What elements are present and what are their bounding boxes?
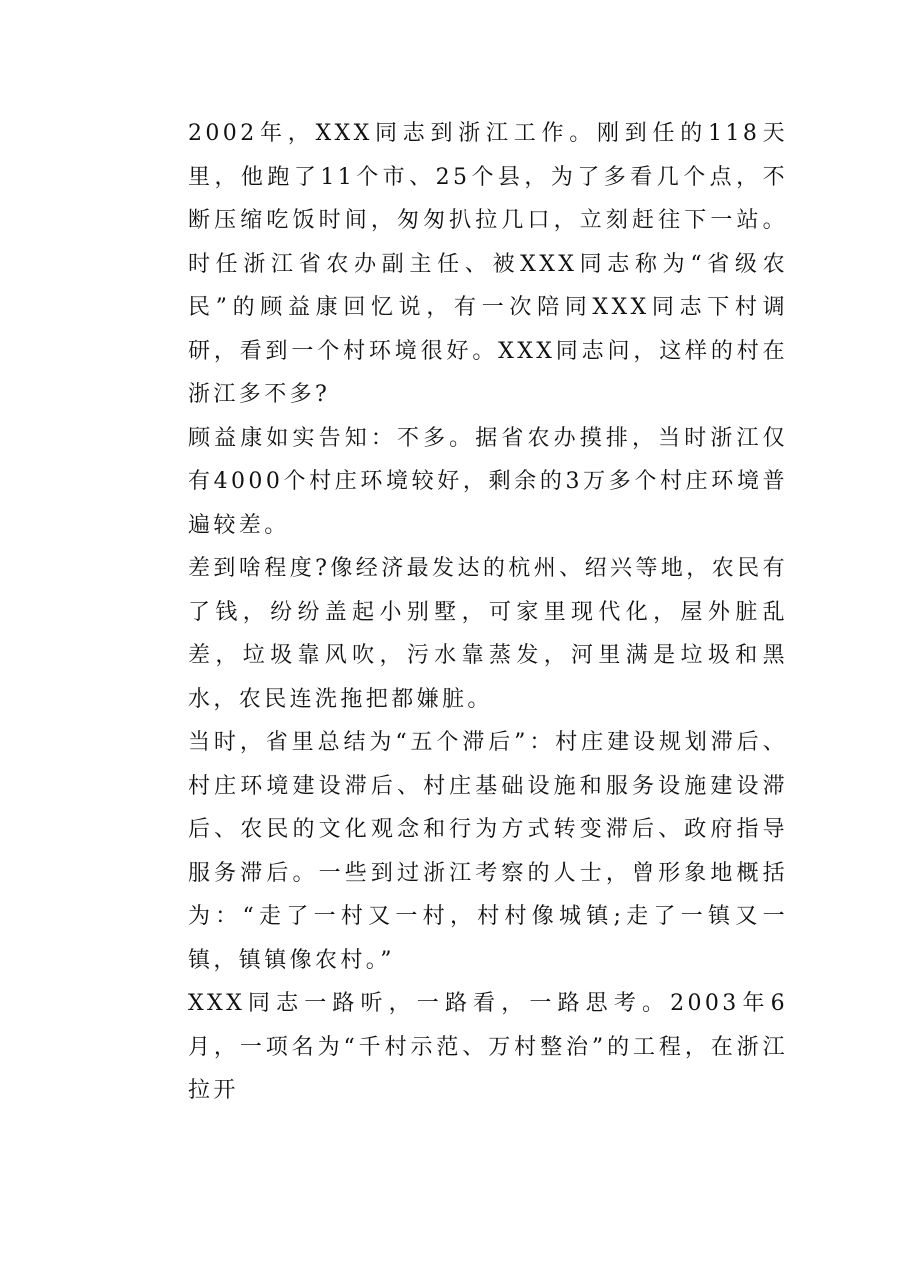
paragraph-2: 顾益康如实告知：不多。据省农办摸排，当时浙江仅有4000个村庄环境较好，剩余的3万多个村庄环境普遍较差。 bbox=[188, 425, 788, 538]
paragraph-4: 当时，省里总结为“五个滞后”：村庄建设规划滞后、村庄环境建设滞后、村庄基础设施和服务设施建设滞后、农民的文化观念和行为方式转变滞后、政府指导服务滞后。一些到过浙江考察的人士，曾形象地概括为：“走了一村又一村，村村像城镇;走了一镇又一镇，镇镇像农村。” bbox=[188, 730, 788, 973]
paragraph-5: XXX同志一路听，一路看，一路思考。2003年6月，一项名为“千村示范、万村整治”的工程，在浙江拉开 bbox=[188, 991, 788, 1103]
paragraph-1: 2002年，XXX同志到浙江工作。刚到任的118天里，他跑了11个市、25个县，为了多看几个点，不断压缩吃饭时间，匆匆扒拉几口，立刻赶往下一站。时任浙江省农办副主任、被XXX同志称为“省级农民”的顾益康回忆说，有一次陪同XXX同志下村调研，看到一个村环境很好。XXX同志问，这样的村在浙江多不多? bbox=[188, 121, 788, 407]
paragraph-3: 差到啥程度?像经济最发达的杭州、绍兴等地，农民有了钱，纷纷盖起小别墅，可家里现代化，屋外脏乱差，垃圾靠风吹，污水靠蒸发，河里满是垃圾和黑水，农民连洗拖把都嫌脏。 bbox=[188, 556, 788, 712]
article-body bbox=[188, 112, 788, 1113]
